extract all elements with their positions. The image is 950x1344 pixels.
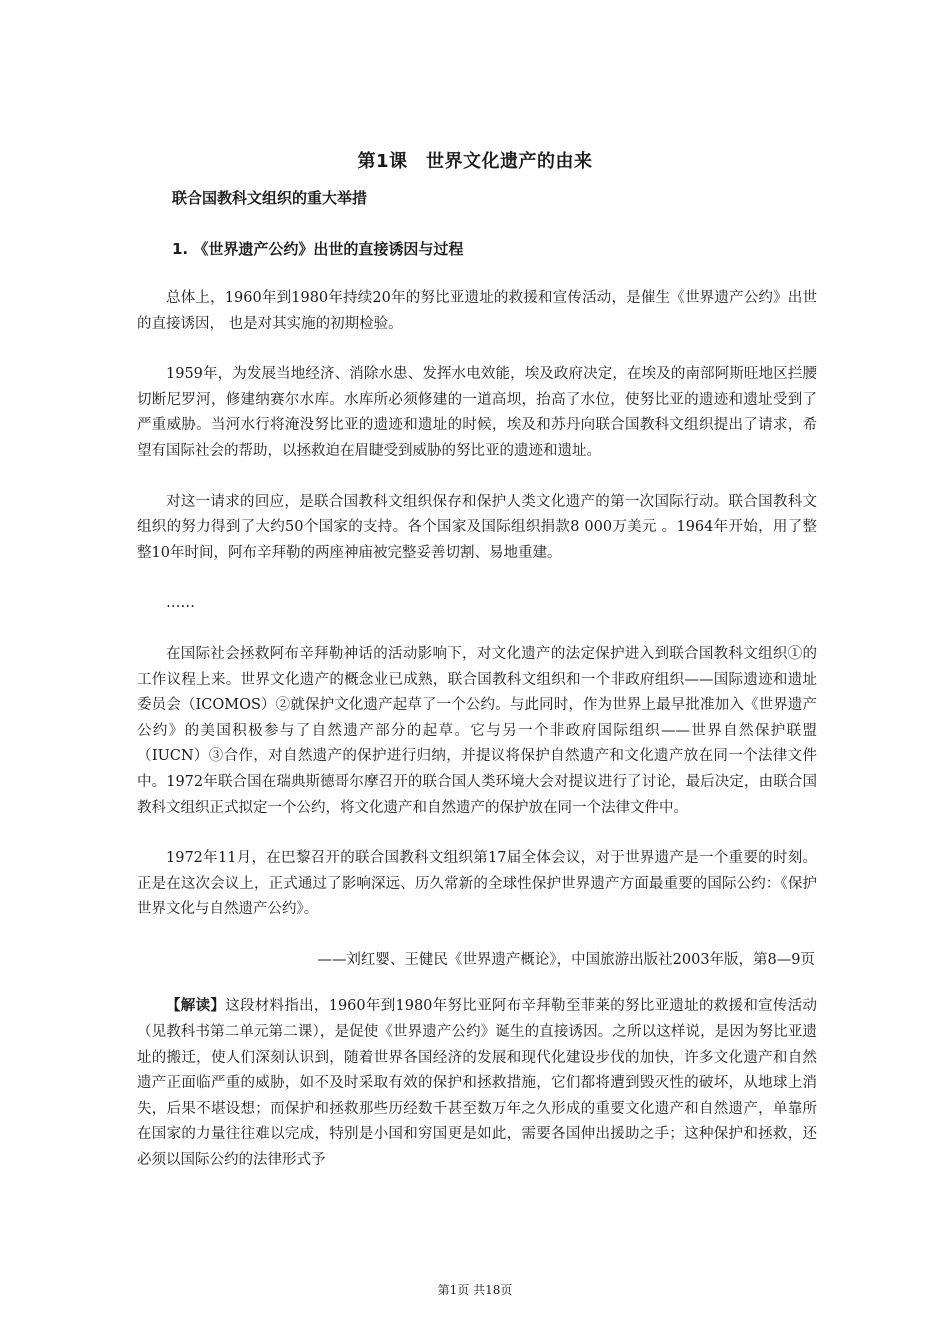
interpretation-text: 这段材料指出，1960年到1980年努比亚阿布辛拜勒至菲莱的努比亚遗址的救援和宣传活动（见教科书第二单元第二课），是促使《世界遗产公约》诞生的直接诱因。之所以这样说，是因为努比亚遗址的搬迁，使人们深刻认识到，随着世界各国经济的发展和现代化建设步伐的加快，许多文化遗产和自然遗产正面临严重的威胁，如不及时采取有效的保护和拯救措施，它们都将遭到毁灭性的破坏，从地球上消失，后果不堪设想；而保护和拯救那些历经数千甚至数万年之久形成的重要文化遗产和自然遗产，单靠所在国家的力量往往难以完成，特别是小国和穷国更是如此，需要各国伸出援助之手；这种保护和拯救，还必须以国际公约的法律形式予 bbox=[137, 998, 817, 1169]
paragraph-3: 对这一请求的回应，是联合国教科文组织保存和保护人类文化遗产的第一次国际行动。联合国教科文组织的努力得到了大约50个国家的支持。各个国家及国际组织捐款8 000万美元 。1964年开始，用了整整10年时间，阿布辛拜勒的两座神庙被完整妥善切割、易地重建。 bbox=[137, 493, 817, 561]
paragraph-2: 1959年，为发展当地经济、消除水患、发挥水电效能，埃及政府决定，在埃及的南部阿斯旺地区拦腰切断尼罗河，修建纳赛尔水库。水库所必须修建的一道高坝，抬高了水位，使努比亚的遗迹和遗址受到了严重威胁。当河水行将淹没努比亚的遗迹和遗址的时候，埃及和苏丹向联合国教科文组织提出了请求，希望有国际社会的帮助，以拯救迫在眉睫受到威胁的努比亚的遗迹和遗址。 bbox=[137, 366, 817, 459]
interpretation-label: 【解读】 bbox=[166, 998, 226, 1015]
page-title: 第1课 世界文化遗产的由来 bbox=[357, 151, 593, 172]
document-body bbox=[137, 286, 817, 1199]
paragraph-4: 在国际社会拯救阿布辛拜勒神话的活动影响下，对文化遗产的法定保护进入到联合国教科文组织①的工作议程上来。世界文化遗产的概念业已成熟，联合国教科文组织和一个非政府组织——国际遗迹和遗址委员会（ICOMOS）②就保护文化遗产起草了一个公约。与此同时，作为世界上最早批准加入《世界遗产公约》的美国积极参与了自然遗产部分的起草。它与另一个非政府国际组织——世界自然保护联盟（IUCN）③合作，对自然遗产的保护进行归纳，并提议将保护自然遗产和文化遗产放在同一个法律文件中。1972年联合国在瑞典斯德哥尔摩召开的联合国人类环境大会对提议进行了讨论，最后决定，由联合国教科文组织正式拟定一个公约，将文化遗产和自然遗产的保护放在同一个法律文件中。 bbox=[137, 645, 817, 816]
page-footer: 第1页 共18页 bbox=[437, 1283, 513, 1297]
paragraph-5: 1972年11月，在巴黎召开的联合国教科文组织第17届全体会议，对于世界遗产是一个重要的时刻。正是在这次会议上，正式通过了影响深远、历久常新的全球性保护世界遗产方面最重要的国际公约：《保护世界文化与自然遗产公约》。 bbox=[137, 850, 817, 918]
ellipsis: …… bbox=[166, 595, 195, 612]
paragraph-1: 总体上，1960年到1980年持续20年的努比亚遗址的救援和宣传活动，是催生《世界遗产公约》出世的直接诱因， 也是对其实施的初期检验。 bbox=[137, 290, 817, 332]
citation: ——刘红婴、王健民《世界遗产概论》，中国旅游出版社2003年版，第8—9页 bbox=[317, 951, 815, 968]
interpretation-paragraph bbox=[137, 994, 817, 1173]
sub-heading: 1. 《世界遗产公约》出世的直接诱因与过程 bbox=[172, 240, 464, 258]
section-heading: 联合国教科文组织的重大举措 bbox=[172, 189, 368, 207]
